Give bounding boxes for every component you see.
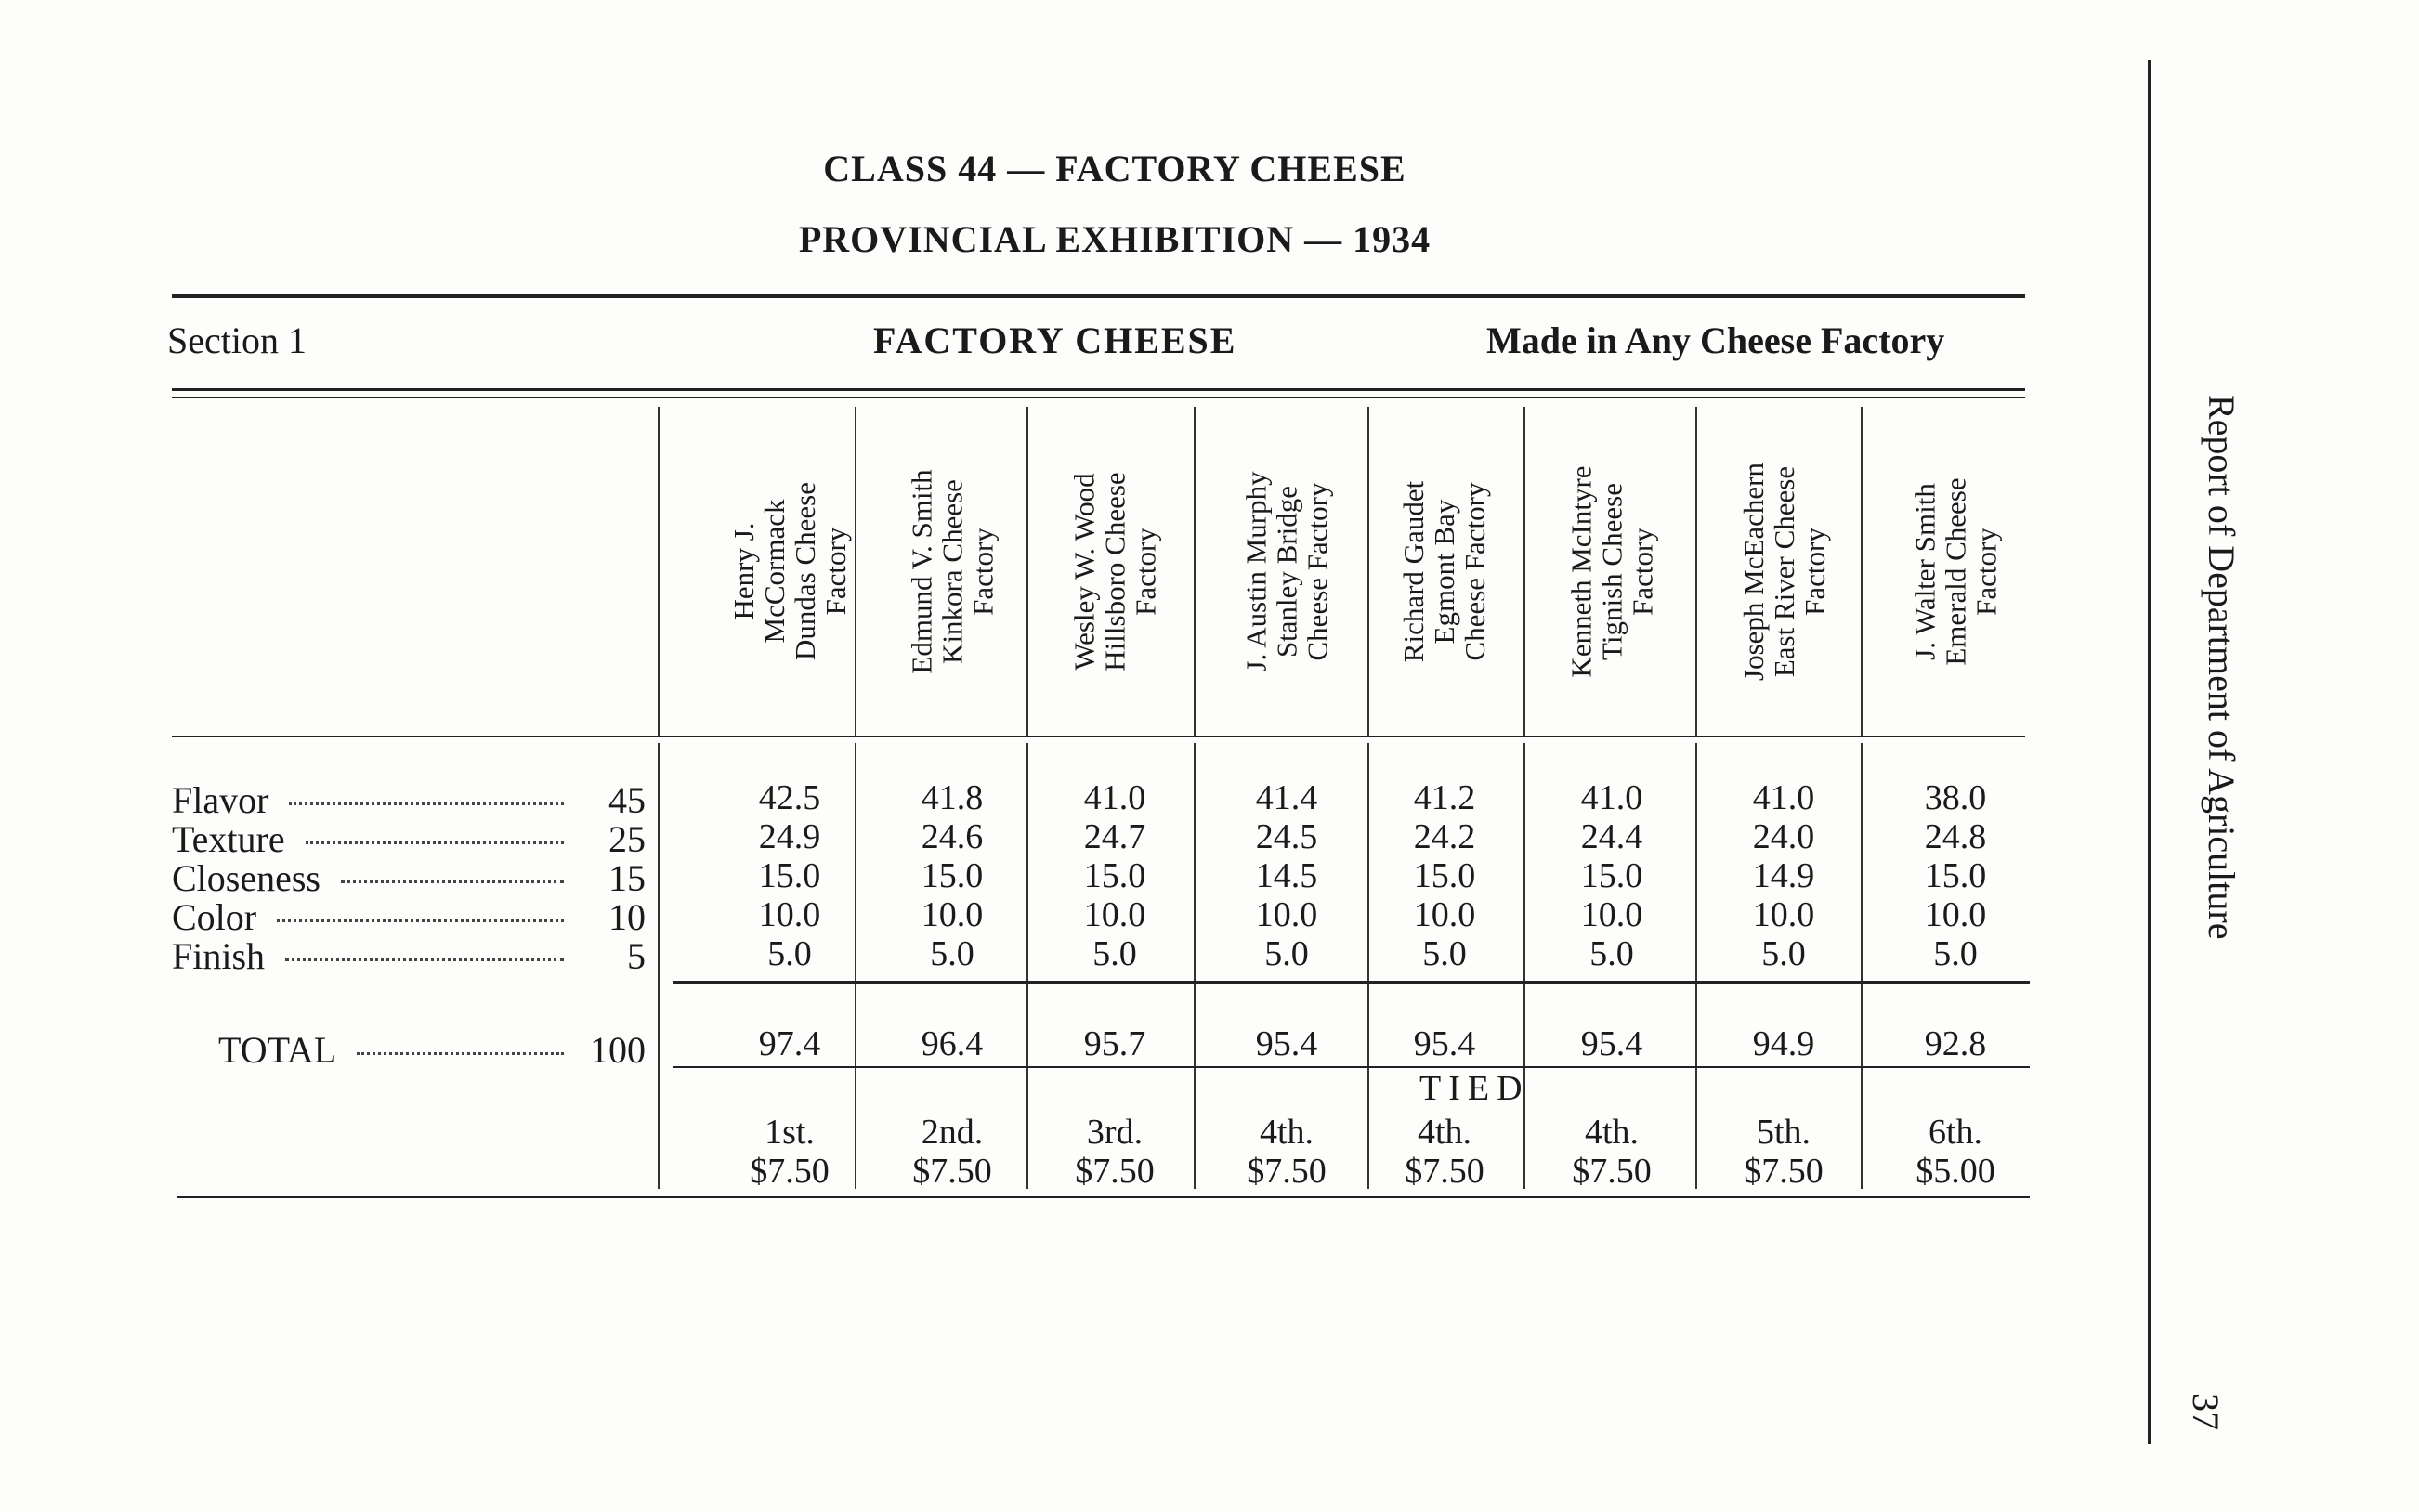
placing-cell: 6th. xyxy=(1928,1113,1983,1152)
score-cell: 10.0 xyxy=(1413,895,1476,934)
score-cell: 24.9 xyxy=(758,817,821,856)
criterion-label: Closeness xyxy=(172,857,320,899)
placing-cell: 2nd. xyxy=(921,1113,984,1152)
exhibitor-name-line: Hillsboro Cheese xyxy=(1098,471,1131,671)
subtotal-rule xyxy=(673,981,2030,984)
placing-cell: 4th. xyxy=(1584,1113,1640,1152)
column-divider xyxy=(658,743,660,1189)
score-cell: 41.0 xyxy=(1083,778,1146,817)
column-divider xyxy=(855,407,856,736)
criterion-points: 10 xyxy=(608,896,646,938)
exhibitor-name-line: Tignish Cheese xyxy=(1595,482,1628,660)
exhibitor-header xyxy=(1352,399,1537,743)
exhibitor-name-line: J. Austin Murphy xyxy=(1239,470,1273,672)
criterion-label: Flavor xyxy=(172,779,269,821)
criterion-points: 15 xyxy=(608,857,646,899)
total-cell: 96.4 xyxy=(921,1024,984,1063)
score-cell: 24.6 xyxy=(921,817,984,856)
score-cell: 24.5 xyxy=(1255,817,1318,856)
score-cell: 24.8 xyxy=(1924,817,1987,856)
exhibitor-name xyxy=(728,482,851,660)
exhibitor-name-line: Richard Gaudet xyxy=(1397,480,1431,662)
exhibitor-header xyxy=(1691,399,1876,743)
exhibitor-name-line: Kinkora Cheese xyxy=(935,478,969,664)
exhibitor-header xyxy=(1863,399,2048,743)
column-divider xyxy=(1861,743,1863,1189)
placing-cell: 3rd. xyxy=(1086,1113,1144,1152)
score-cell: 41.0 xyxy=(1580,778,1643,817)
score-cell: 10.0 xyxy=(1580,895,1643,934)
exhibitor-name-line: Henry J. xyxy=(726,522,760,620)
side-caption: Report of Department of Agriculture xyxy=(2201,395,2242,940)
prize-cell: $7.50 xyxy=(1075,1152,1155,1191)
exhibitor-name-line: Factory xyxy=(1626,527,1659,616)
score-cell: 24.0 xyxy=(1752,817,1815,856)
placing-cell: 1st. xyxy=(765,1113,815,1152)
score-cell: 24.2 xyxy=(1413,817,1476,856)
exhibitor-name-line: Kenneth McIntyre xyxy=(1564,464,1598,678)
placing-cell: 5th. xyxy=(1756,1113,1811,1152)
column-divider xyxy=(658,407,660,736)
criterion-label: Texture xyxy=(172,818,285,860)
exhibitor-name-line: Factory xyxy=(966,527,1000,616)
score-cell: 5.0 xyxy=(930,934,974,973)
leader-dots xyxy=(306,841,564,844)
placing-cell: 4th. xyxy=(1417,1113,1472,1152)
criterion-points: 25 xyxy=(608,818,646,860)
leader-dots xyxy=(341,880,564,883)
column-divider xyxy=(1695,743,1697,1189)
criterion-row xyxy=(172,895,646,939)
score-cell: 15.0 xyxy=(758,856,821,895)
exhibitor-name-line: Edmund V. Smith xyxy=(905,468,938,674)
total-cell: 95.4 xyxy=(1580,1024,1643,1063)
section-description: Made in Any Cheese Factory xyxy=(1486,319,1945,361)
section-rule-1 xyxy=(172,388,2025,391)
total-label: TOTAL xyxy=(218,1029,337,1071)
score-cell: 5.0 xyxy=(1589,934,1634,973)
score-cell: 41.0 xyxy=(1752,778,1815,817)
score-cell: 15.0 xyxy=(1580,856,1643,895)
top-rule xyxy=(172,294,2025,298)
prize-cell: $7.50 xyxy=(1405,1152,1484,1191)
exhibitor-name-line: Factory xyxy=(818,527,852,616)
criterion-label: Finish xyxy=(172,935,266,977)
page-subtitle: PROVINCIAL EXHIBITION — 1934 xyxy=(798,218,1432,260)
criterion-row xyxy=(172,817,646,861)
leader-dots xyxy=(277,919,564,922)
exhibitor-name-line: Cheese Factory xyxy=(1458,482,1492,660)
exhibitor-name xyxy=(907,469,999,673)
page-number: 37 xyxy=(2185,1393,2227,1430)
prize-cell: $7.50 xyxy=(750,1152,830,1191)
total-cell: 95.4 xyxy=(1413,1024,1476,1063)
score-cell: 10.0 xyxy=(921,895,984,934)
prize-cell: $7.50 xyxy=(1247,1152,1327,1191)
column-divider xyxy=(1523,743,1525,1189)
prize-cell: $7.50 xyxy=(1744,1152,1824,1191)
column-divider xyxy=(1367,743,1369,1189)
exhibitor-name xyxy=(1399,480,1491,661)
exhibitor-name xyxy=(1566,465,1658,677)
exhibitor-header xyxy=(859,399,1045,743)
leader-dots xyxy=(285,958,564,961)
placing-cell: 4th. xyxy=(1259,1113,1314,1152)
score-cell: 15.0 xyxy=(1083,856,1146,895)
criterion-points: 45 xyxy=(608,779,646,821)
exhibitor-name-line: Factory xyxy=(1969,527,2003,616)
prize-cell: $7.50 xyxy=(912,1152,992,1191)
bottom-rule xyxy=(177,1196,2030,1198)
exhibitor-name-line: Stanley Bridge xyxy=(1270,485,1303,658)
column-divider xyxy=(855,743,856,1189)
tied-label: TIED xyxy=(1419,1069,1530,1108)
column-divider xyxy=(1194,407,1196,736)
score-cell: 5.0 xyxy=(1933,934,1978,973)
score-cell: 10.0 xyxy=(1255,895,1318,934)
margin-rule xyxy=(2148,60,2151,1444)
section-rule-2 xyxy=(172,397,2025,398)
score-cell: 5.0 xyxy=(1422,934,1467,973)
column-divider xyxy=(1367,407,1369,736)
total-cell: 92.8 xyxy=(1924,1024,1987,1063)
criterion-row xyxy=(172,934,646,978)
score-cell: 14.9 xyxy=(1752,856,1815,895)
exhibitor-name xyxy=(1241,471,1333,671)
column-divider xyxy=(1194,743,1196,1189)
prize-cell: $5.00 xyxy=(1916,1152,1995,1191)
section-name: FACTORY CHEESE xyxy=(873,319,1237,361)
score-cell: 41.2 xyxy=(1413,778,1476,817)
total-points: 100 xyxy=(590,1029,646,1071)
score-cell: 10.0 xyxy=(758,895,821,934)
exhibitor-name-line: East River Cheese xyxy=(1767,465,1800,677)
score-cell: 15.0 xyxy=(1413,856,1476,895)
score-cell: 5.0 xyxy=(1092,934,1137,973)
page-title: CLASS 44 — FACTORY CHEESE xyxy=(823,148,1406,189)
score-cell: 38.0 xyxy=(1924,778,1987,817)
section-label: Section 1 xyxy=(167,319,307,361)
score-cell: 41.4 xyxy=(1255,778,1318,817)
score-cell: 15.0 xyxy=(1924,856,1987,895)
criterion-points: 5 xyxy=(627,935,646,977)
total-cell: 95.7 xyxy=(1083,1024,1146,1063)
exhibitor-name xyxy=(1738,463,1830,681)
total-cell: 94.9 xyxy=(1752,1024,1815,1063)
exhibitor-header xyxy=(1022,399,1208,743)
score-cell: 42.5 xyxy=(758,778,821,817)
exhibitor-name-line: Dundas Cheese xyxy=(788,482,821,660)
prize-cell: $7.50 xyxy=(1572,1152,1652,1191)
exhibitor-name-line: Factory xyxy=(1129,527,1162,616)
column-divider xyxy=(1695,407,1697,736)
score-cell: 24.4 xyxy=(1580,817,1643,856)
exhibitor-name-line: Wesley W. Wood xyxy=(1067,472,1101,671)
column-divider xyxy=(1026,407,1028,736)
score-cell: 41.8 xyxy=(921,778,984,817)
exhibitor-name-line: McCormack xyxy=(757,499,791,644)
criterion-row xyxy=(172,778,646,822)
total-cell: 95.4 xyxy=(1255,1024,1318,1063)
column-divider xyxy=(1026,743,1028,1189)
score-cell: 5.0 xyxy=(767,934,812,973)
leader-dots xyxy=(289,802,564,805)
score-cell: 10.0 xyxy=(1083,895,1146,934)
exhibitor-name-line: Emerald Cheese xyxy=(1939,476,1972,666)
column-divider xyxy=(1523,407,1525,736)
exhibitor-name-line: Egmont Bay xyxy=(1428,499,1461,644)
score-cell: 14.5 xyxy=(1255,856,1318,895)
exhibitor-name xyxy=(1910,477,2002,665)
exhibitor-name-line: Joseph McEachern xyxy=(1736,462,1770,681)
criterion-row xyxy=(172,856,646,900)
exhibitor-header xyxy=(1519,399,1705,743)
criterion-label: Color xyxy=(172,896,257,938)
total-cell: 97.4 xyxy=(758,1024,821,1063)
exhibitor-name-line: Factory xyxy=(1798,527,1831,616)
score-cell: 10.0 xyxy=(1924,895,1987,934)
score-cell: 10.0 xyxy=(1752,895,1815,934)
leader-dots xyxy=(357,1052,564,1055)
exhibitor-name xyxy=(1069,472,1161,671)
column-divider xyxy=(1861,407,1863,736)
score-cell: 5.0 xyxy=(1264,934,1309,973)
exhibitor-name-line: J. Walter Smith xyxy=(1908,482,1942,660)
total-row-label xyxy=(218,1028,646,1072)
exhibitor-name-line: Cheese Factory xyxy=(1301,482,1334,660)
score-cell: 15.0 xyxy=(921,856,984,895)
score-cell: 5.0 xyxy=(1761,934,1806,973)
score-cell: 24.7 xyxy=(1083,817,1146,856)
total-rule xyxy=(673,1066,2030,1068)
